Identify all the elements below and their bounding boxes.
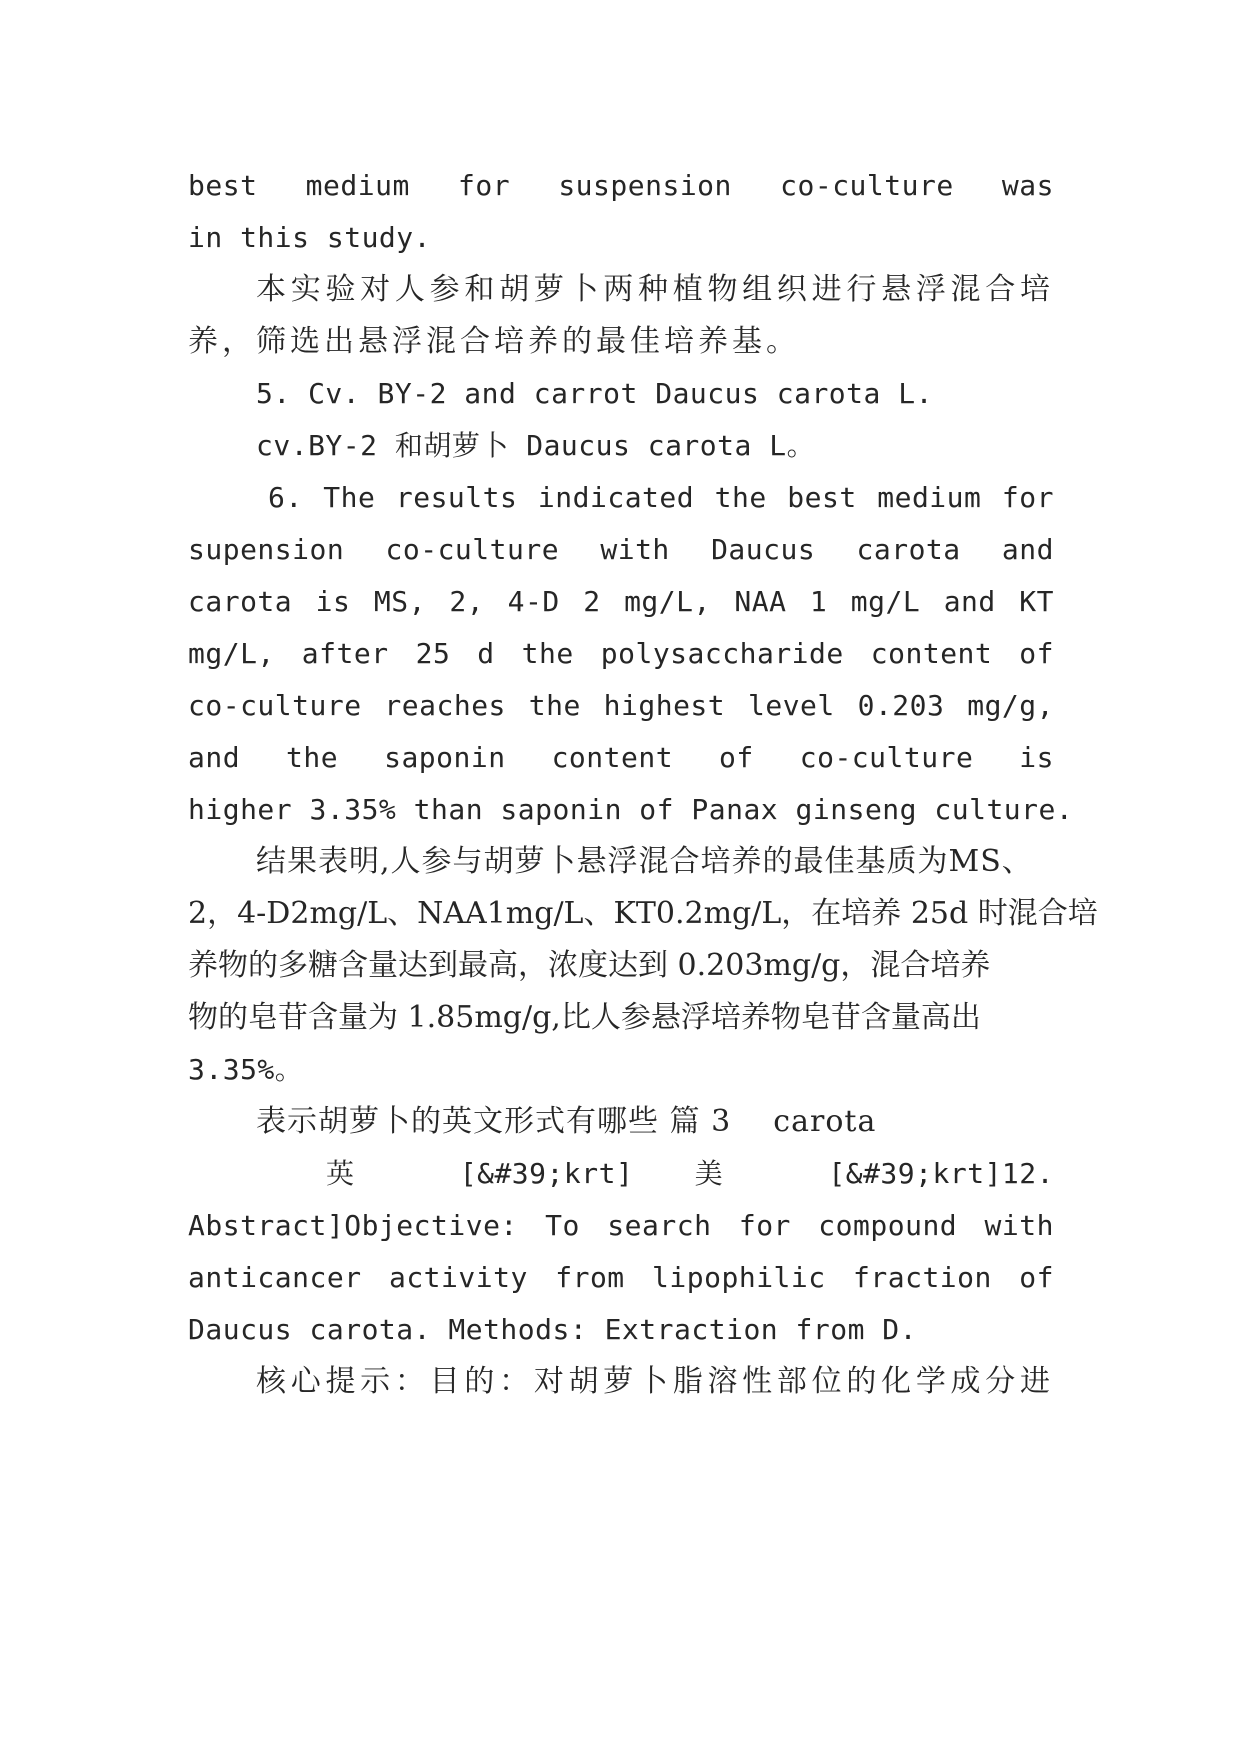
text-line: carota is MS, 2, 4-D 2 mg/L, NAA 1 mg/L and KT: [188, 585, 1054, 618]
text-line: 养物的多糖含量达到最高，浓度达到 0.203mg/g，混合培养: [188, 948, 991, 983]
text-line: Daucus carota. Methods: Extraction from D.: [188, 1313, 918, 1346]
text-line: 表示胡萝卜的英文形式有哪些 篇 3 carota: [256, 1104, 877, 1139]
text-line: and the saponin content of co-culture is: [188, 741, 1054, 774]
text-line: best medium for suspension co-culture was: [188, 169, 1054, 202]
text-line: 结果表明,人参与胡萝卜悬浮混合培养的最佳基质为MS、: [256, 844, 1033, 879]
text-line: 物的皂苷含量为 1.85mg/g,比人参悬浮培养物皂苷含量高出: [188, 1000, 981, 1035]
text-line: 本实验对人参和胡萝卜两种植物组织进行悬浮混合培: [256, 272, 1054, 307]
text-line: 5. Cv. BY-2 and carrot Daucus carota L.: [256, 377, 933, 410]
text-line: in this study.: [188, 221, 432, 254]
text-line: co-culture reaches the highest level 0.203 mg/g,: [188, 689, 1054, 722]
text-line: cv.BY-2 和胡萝卜 Daucus carota L。: [256, 429, 816, 462]
text-line: 3.35%。: [188, 1053, 304, 1086]
text-line: mg/L, after 25 d the polysaccharide content of: [188, 637, 1054, 670]
text-line: 6. The results indicated the best medium for: [268, 481, 1054, 514]
text-line: Abstract]Objective: To search for compound with: [188, 1209, 1054, 1242]
text-line: 2，4-D2mg/L、NAA1mg/L、KT0.2mg/L，在培养 25d 时混合培: [188, 896, 1098, 931]
text-line: higher 3.35% than saponin of Panax ginseng culture.: [188, 793, 1074, 826]
text-line: anticancer activity from lipophilic fraction of: [188, 1261, 1054, 1294]
text-line: 核心提示：目的：对胡萝卜脂溶性部位的化学成分进: [256, 1364, 1054, 1399]
text-line: 养，筛选出悬浮混合培养的最佳培养基。: [188, 324, 800, 359]
text-line: supension co-culture with Daucus carota and: [188, 533, 1054, 566]
text-line: 英 [&#39;krt] 美 [&#39;krt]12.: [326, 1157, 1054, 1190]
